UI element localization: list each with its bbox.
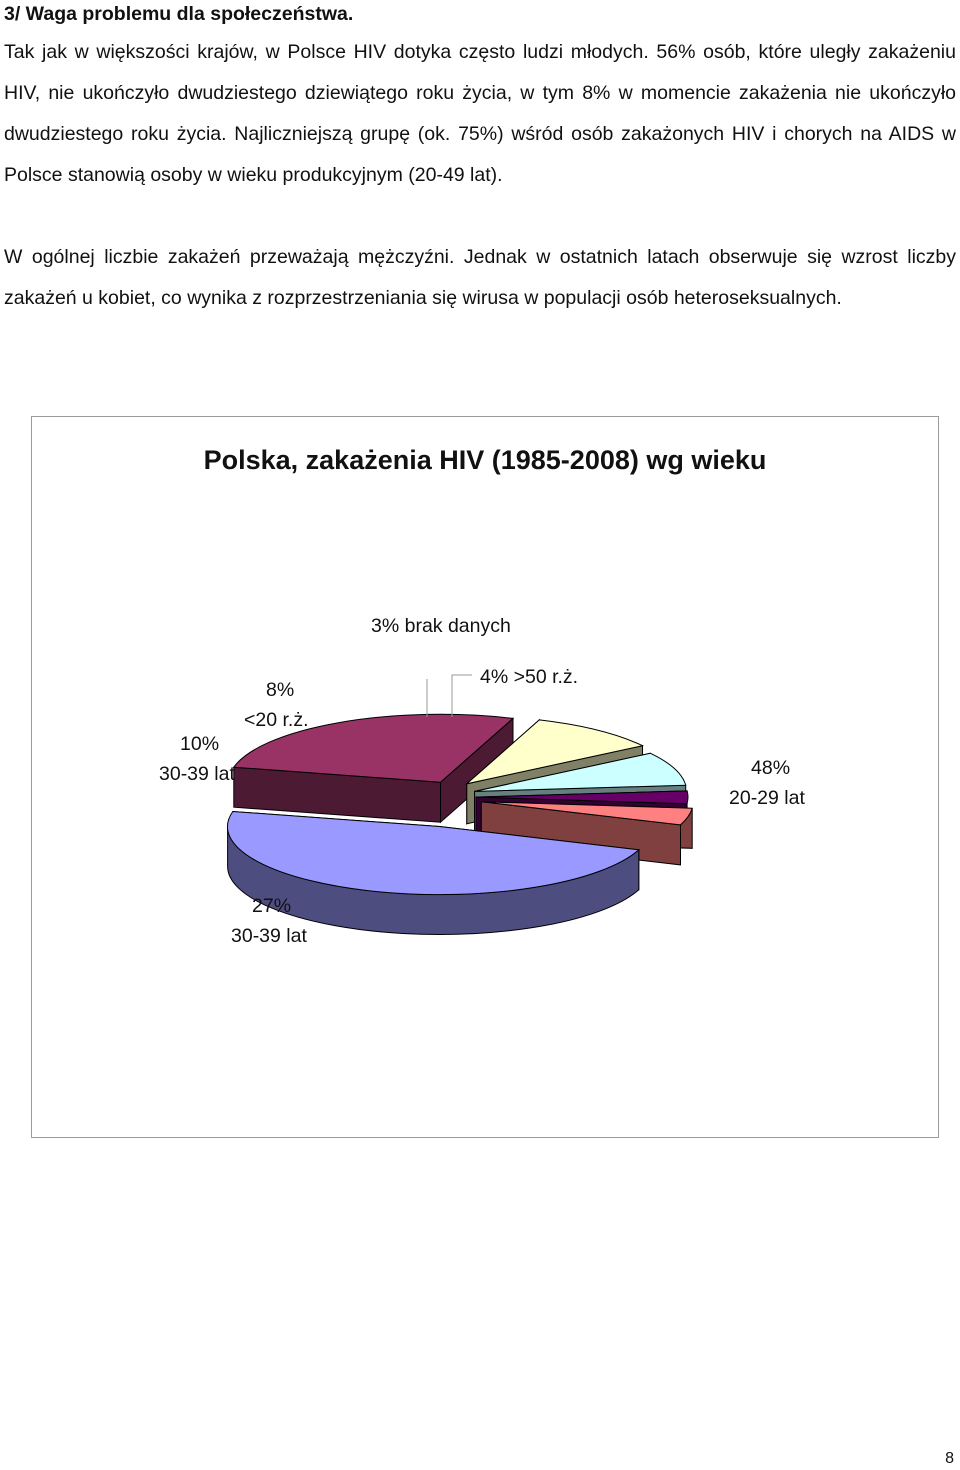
chart-title: Polska, zakażenia HIV (1985-2008) wg wieku	[203, 445, 767, 475]
label-10-cat: 30-39 lat	[159, 763, 235, 785]
paragraph-2: W ogólnej liczbie zakażeń przeważają mężczyźni. Jednak w ostatnich latach obserwuje się wzrost liczby zakażeń u kobiet, co wynika z rozprzestrzeniania się wirusa w populacji osób heteroseksualnych.	[4, 246, 956, 309]
label-20-29-cat: 20-29 lat	[729, 787, 805, 809]
leader-line-over-50	[452, 675, 472, 717]
label-brak-danych: 3% brak danych	[371, 615, 511, 637]
label-20-29-pct: 48%	[751, 757, 791, 779]
label-27-cat: 30-39 lat	[231, 925, 307, 947]
label-under-20-pct: 8%	[266, 679, 295, 701]
label-10-pct: 10%	[180, 733, 220, 755]
label-27-pct: 27%	[252, 895, 292, 917]
chart-frame	[31, 416, 939, 1138]
label-over-50: 4% >50 r.ż.	[480, 666, 579, 688]
section-heading: 3/ Waga problemu dla społeczeństwa.	[4, 3, 354, 25]
page-number: 8	[945, 1450, 954, 1467]
paragraph-1: Tak jak w większości krajów, w Polsce HIV dotyka często ludzi młodych. 56% osób, które uległy zakażeniu HIV, nie ukończyło dwudziestego dziewiątego roku życia, w tym 8% w momencie zakażenia nie ukończyło dwudziestego roku życia. Najliczniejszą grupę (ok. 75%) wśród osób zakażonych HIV i chorych na AIDS w Polsce stanowią osoby w wieku produkcyjnym (20-49 lat).	[4, 41, 956, 186]
label-under-20-cat: <20 r.ż.	[244, 709, 309, 731]
